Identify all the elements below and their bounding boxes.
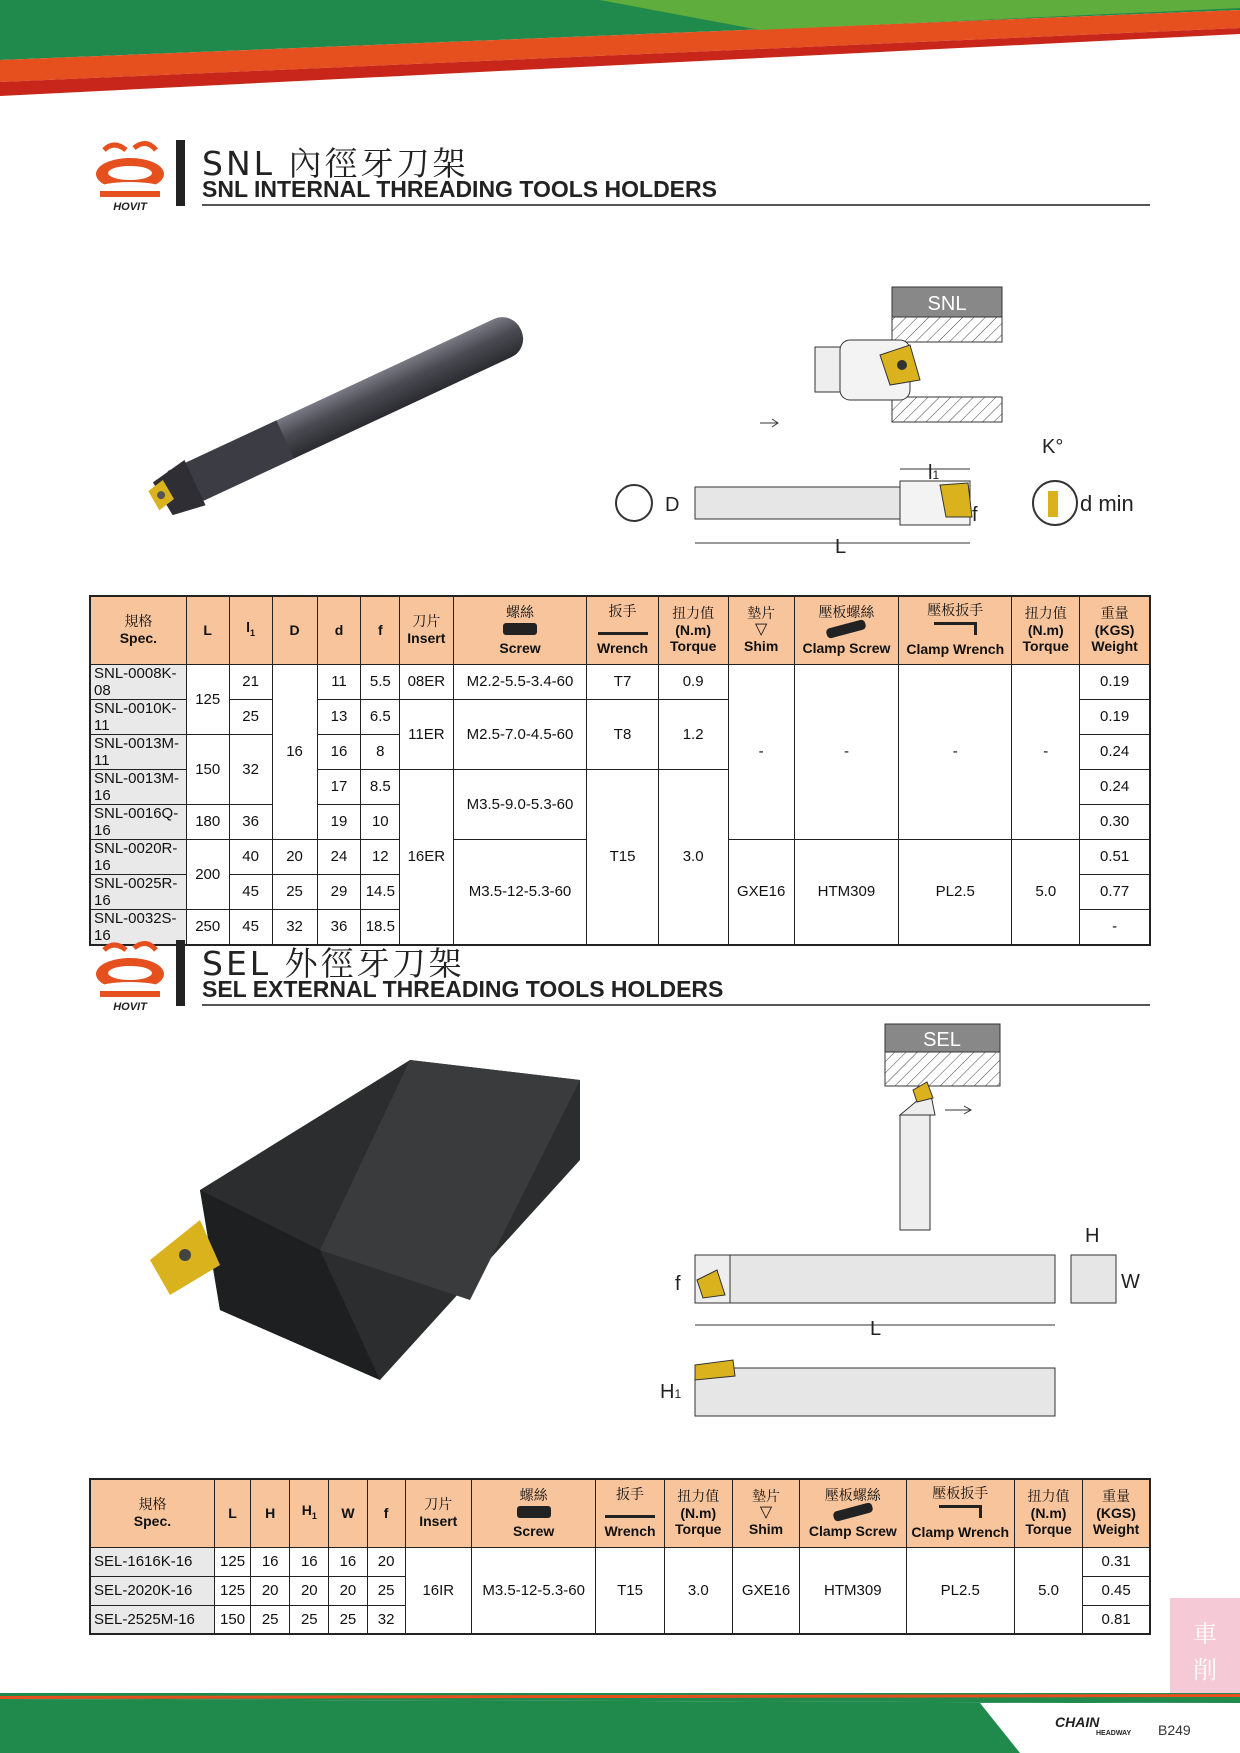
footer-band: [0, 1693, 1240, 1753]
header-band: [0, 0, 1240, 100]
title-bar: [176, 940, 185, 1006]
col-clamp-screw: 壓板螺絲 Clamp Screw: [800, 1479, 906, 1547]
col-shim: 墊片 ▽ Shim: [728, 596, 794, 664]
table-row: SNL-0010K-11 25 13 6.5 11ER M2.5-7.0-4.5-60 T8 1.2 0.19: [90, 699, 1150, 734]
logo-text: HOVIT: [113, 201, 147, 213]
col-L: L: [186, 596, 229, 664]
snl-section-header: [90, 136, 1150, 216]
snl-spec-table: [89, 595, 1151, 946]
col-clamp-wrench: 壓板扳手 Clamp Wrench: [906, 1479, 1014, 1547]
col-insert: 刀片 Insert: [400, 596, 453, 664]
screw-icon: [503, 623, 537, 635]
table-row: SNL-0016Q-16 180 36 19 10 0.30: [90, 804, 1150, 839]
logo-text: HOVIT: [113, 1001, 147, 1013]
snl-diagram-tag: SNL: [927, 293, 967, 315]
snl-label-k: K°: [1042, 436, 1064, 458]
table-row: SEL-2020K-16 125 20 20 20 25 0.45: [90, 1576, 1150, 1605]
col-shim: 墊片 ▽ Shim: [732, 1479, 799, 1547]
snl-label-D: D: [665, 494, 680, 516]
snl-diagram: [610, 285, 1180, 555]
side-tab[interactable]: 車 削: [1170, 1598, 1240, 1712]
table-row: SNL-0032S-16 250 45 32 36 18.5 -: [90, 909, 1150, 945]
col-D: D: [272, 596, 317, 664]
sel-product-image: [140, 1050, 590, 1430]
col-d: d: [317, 596, 361, 664]
snl-label-f: f: [972, 504, 978, 526]
col-H: H: [251, 1479, 290, 1547]
col-L: L: [214, 1479, 250, 1547]
footer-brand: CHAIN: [1055, 1714, 1100, 1730]
snl-label-dmin: d min: [1080, 491, 1134, 516]
svg-text:l1: l1: [928, 462, 940, 484]
clamp-screw-icon: [832, 1502, 873, 1522]
col-torque: 扭力值 (N.m) Torque: [658, 596, 728, 664]
sel-spec-table: [89, 1478, 1151, 1635]
sel-label-f: f: [675, 1273, 681, 1295]
col-wrench: 扳手 Wrench: [587, 596, 658, 664]
col-screw: 螺絲 Screw: [453, 596, 587, 664]
snl-product-image: [120, 285, 560, 550]
hex-key-icon: [939, 1505, 982, 1518]
title-bar: [176, 140, 185, 206]
sel-diagram: [655, 1020, 1145, 1420]
sel-label-H: H: [1085, 1225, 1100, 1247]
sel-label-L: L: [870, 1318, 882, 1340]
page-title-zh: SNL 內徑牙刀架: [202, 144, 469, 183]
sel-label-W: W: [1121, 1271, 1140, 1293]
clamp-screw-icon: [826, 619, 867, 639]
col-H1: $H_1$: [290, 1479, 329, 1547]
table-row: SNL-0013M-16 17 8.5 16ER M3.5-9.0-5.3-60 T15 3.0 0.24: [90, 769, 1150, 804]
col-l1: $l_1$: [229, 596, 272, 664]
table-row: SNL-0020R-16 200 40 20 24 12 M3.5-12-5.3-60 GXE16 HTM309 PL2.5 5.0 0.51: [90, 839, 1150, 874]
snl-label-l1: l: [928, 462, 933, 484]
table-row: SEL-2525M-16 150 25 25 25 32 0.81: [90, 1605, 1150, 1634]
shim-icon: ▽: [755, 621, 768, 639]
page-title-en: SNL INTERNAL THREADING TOOLS HOLDERS: [202, 176, 717, 202]
col-screw: 螺絲 Screw: [471, 1479, 595, 1547]
sel-section-header: [90, 936, 1150, 1016]
section-title-en: SEL EXTERNAL THREADING TOOLS HOLDERS: [202, 976, 724, 1002]
footer-brand-sub: HEADWAY: [1096, 1730, 1132, 1737]
col-weight: 重量 (KGS) Weight: [1080, 596, 1150, 664]
page-number: B249: [1158, 1722, 1191, 1738]
table-row: SNL-0013M-11 150 32 16 8 0.24: [90, 734, 1150, 769]
snl-label-L: L: [835, 536, 847, 555]
wrench-icon: [605, 1505, 655, 1518]
screw-icon: [517, 1506, 551, 1518]
col-f: f: [367, 1479, 405, 1547]
col-spec: 規格 Spec.: [90, 596, 186, 664]
col-torque: 扭力值 (N.m) Torque: [664, 1479, 732, 1547]
col-insert: 刀片 Insert: [405, 1479, 471, 1547]
table-row: SEL-1616K-16 125 16 16 16 20 16IR M3.5-12-5.3-60 T15 3.0 GXE16 HTM309 PL2.5 5.0 0.31: [90, 1547, 1150, 1576]
divider: [202, 204, 1150, 206]
col-torque2: 扭力值 (N.m) Torque: [1014, 1479, 1082, 1547]
wrench-icon: [598, 622, 648, 635]
svg-text:H1: H1: [660, 1381, 682, 1403]
divider: [202, 1004, 1150, 1006]
col-W: W: [329, 1479, 367, 1547]
col-torque2: 扭力值 (N.m) Torque: [1012, 596, 1080, 664]
sel-label-H1: H: [660, 1381, 675, 1403]
hex-key-icon: [934, 622, 977, 635]
col-wrench: 扳手 Wrench: [596, 1479, 664, 1547]
col-clamp-wrench: 壓板扳手 Clamp Wrench: [899, 596, 1012, 664]
col-spec: 規格 Spec.: [90, 1479, 214, 1547]
hovit-logo: [90, 136, 170, 214]
table-header-row: [90, 1479, 1150, 1547]
table-header-row: [90, 596, 1150, 664]
col-clamp-screw: 壓板螺絲 Clamp Screw: [794, 596, 899, 664]
sel-diagram-tag: SEL: [923, 1029, 961, 1051]
shim-icon: ▽: [759, 1504, 773, 1522]
table-row: SNL-0025R-16 45 25 29 14.5 0.77: [90, 874, 1150, 909]
section-title-zh: SEL 外徑牙刀架: [202, 944, 465, 983]
table-row: SNL-0008K-08 125 21 16 11 5.5 08ER M2.2-5.5-3.4-60 T7 0.9 - - - - 0.19: [90, 664, 1150, 699]
col-weight: 重量 (KGS) Weight: [1083, 1479, 1150, 1547]
hovit-logo: [90, 936, 170, 1014]
col-f: f: [361, 596, 400, 664]
